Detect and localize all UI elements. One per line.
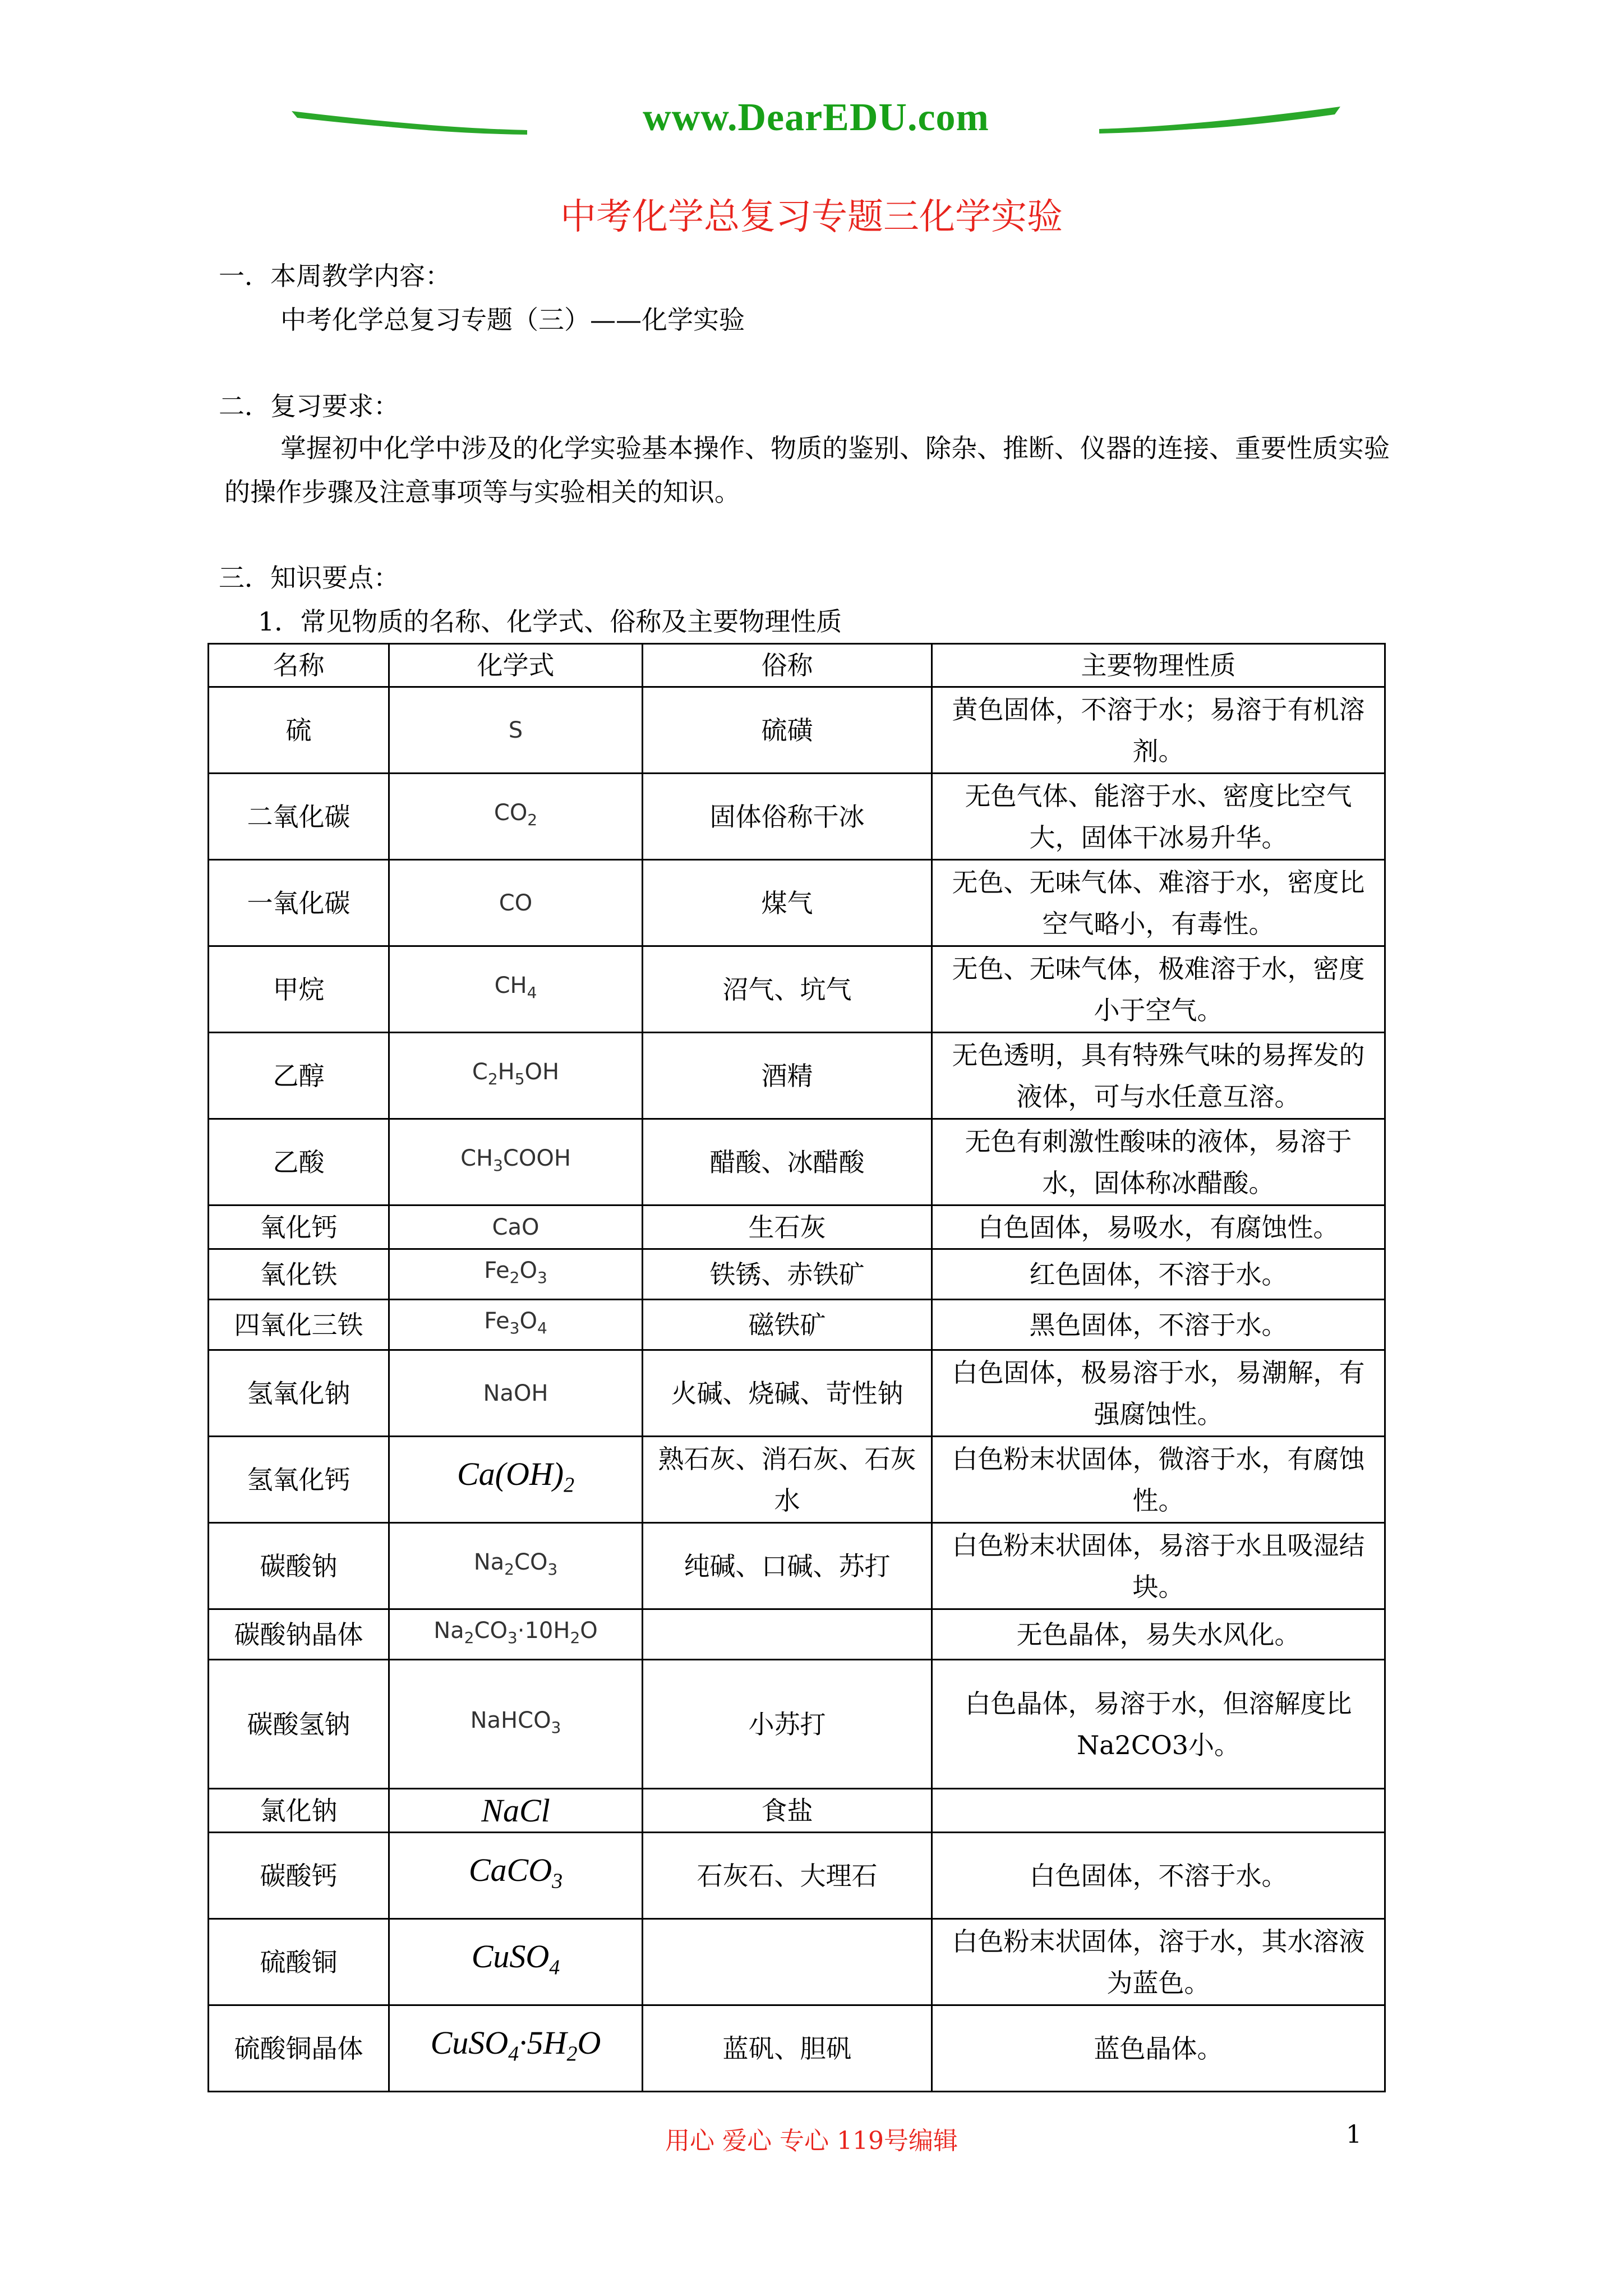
- cell-properties: 黑色固体，不溶于水。: [932, 1300, 1385, 1350]
- cell-alias: 小苏打: [643, 1660, 932, 1789]
- cell-name: 硫: [209, 687, 389, 774]
- cell-properties: 白色粉末状固体，易溶于水且吸湿结块。: [932, 1523, 1385, 1609]
- cell-properties: 白色固体，不溶于水。: [932, 1833, 1385, 1919]
- section-1-heading: 一．本周教学内容：: [219, 261, 451, 291]
- cell-name: 碳酸钙: [209, 1833, 389, 1919]
- cell-properties: [932, 1789, 1385, 1833]
- document-title: 中考化学总复习专题三化学实验: [560, 196, 1063, 238]
- substance-properties-table: [208, 643, 1386, 2092]
- cell-formula: CaO: [389, 1205, 643, 1249]
- cell-properties: 无色、无味气体，极难溶于水，密度小于空气。: [932, 946, 1385, 1033]
- header-formula: 化学式: [389, 644, 643, 687]
- page-number: 1: [1346, 2120, 1362, 2149]
- cell-name: 四氧化三铁: [209, 1300, 389, 1350]
- cell-formula: S: [389, 687, 643, 774]
- cell-formula: $C_2H_5OH$: [389, 1033, 643, 1119]
- cell-name: 碳酸钠晶体: [209, 1609, 389, 1660]
- cell-properties: 白色固体，极易溶于水，易潮解，有强腐蚀性。: [932, 1350, 1385, 1437]
- cell-name: 碳酸氢钠: [209, 1660, 389, 1789]
- table-row: [209, 1033, 1385, 1119]
- cell-alias: 食盐: [643, 1789, 932, 1833]
- table-row: [209, 1249, 1385, 1300]
- table-row: [209, 946, 1385, 1033]
- cell-properties: 无色、无味气体、难溶于水，密度比空气略小，有毒性。: [932, 860, 1385, 946]
- cell-formula: NaCl: [389, 1789, 643, 1833]
- header-alias: 俗称: [643, 644, 932, 687]
- cell-alias: 蓝矾、胆矾: [643, 2005, 932, 2092]
- cell-formula: $Ca(OH)_2$: [389, 1437, 643, 1523]
- cell-formula: $Fe_3O_4$: [389, 1300, 643, 1350]
- cell-name: 一氧化碳: [209, 860, 389, 946]
- cell-alias: 熟石灰、消石灰、石灰水: [643, 1437, 932, 1523]
- table-row: [209, 1119, 1385, 1205]
- cell-properties: 无色晶体，易失水风化。: [932, 1609, 1385, 1660]
- cell-name: 氧化钙: [209, 1205, 389, 1249]
- table-row: [209, 1300, 1385, 1350]
- cell-properties: 白色粉末状固体，溶于水，其水溶液为蓝色。: [932, 1919, 1385, 2005]
- cell-formula: CuSO$_4$: [389, 1919, 643, 2005]
- section-2-body: 掌握初中化学中涉及的化学实验基本操作、物质的鉴别、除杂、推断、仪器的连接、重要性质实验的操作步骤及注意事项等与实验相关的知识。: [224, 433, 1390, 507]
- table-header-row: [209, 644, 1385, 687]
- cell-properties: 蓝色晶体。: [932, 2005, 1385, 2092]
- cell-properties: 白色粉末状固体，微溶于水，有腐蚀性。: [932, 1437, 1385, 1523]
- cell-properties: 无色气体、能溶于水、密度比空气大，固体干冰易升华。: [932, 774, 1385, 860]
- cell-alias: 石灰石、大理石: [643, 1833, 932, 1919]
- cell-name: 氧化铁: [209, 1249, 389, 1300]
- table-row: [209, 1437, 1385, 1523]
- cell-alias: [643, 1609, 932, 1660]
- cell-alias: 固体俗称干冰: [643, 774, 932, 860]
- cell-alias: 沼气、坑气: [643, 946, 932, 1033]
- cell-alias: 磁铁矿: [643, 1300, 932, 1350]
- section-2-heading: 二．复习要求：: [219, 391, 399, 421]
- cell-name: 乙酸: [209, 1119, 389, 1205]
- cell-name: 氢氧化钙: [209, 1437, 389, 1523]
- cell-properties: 白色固体，易吸水，有腐蚀性。: [932, 1205, 1385, 1249]
- cell-formula: $Na_2CO_3\cdot 10H_2O$: [389, 1609, 643, 1660]
- cell-formula: $CuSO_4\cdot 5H_2O$: [389, 2005, 643, 2092]
- table-row: [209, 1789, 1385, 1833]
- cell-properties: 黄色固体，不溶于水；易溶于有机溶剂。: [932, 687, 1385, 774]
- cell-alias: 硫磺: [643, 687, 932, 774]
- cell-properties: 红色固体，不溶于水。: [932, 1249, 1385, 1300]
- cell-alias: 生石灰: [643, 1205, 932, 1249]
- cell-alias: 醋酸、冰醋酸: [643, 1119, 932, 1205]
- table-row: [209, 860, 1385, 946]
- cell-properties: 白色晶体，易溶于水，但溶解度比Na2CO3小。: [932, 1660, 1385, 1789]
- cell-name: 硫酸铜: [209, 1919, 389, 2005]
- table-row: [209, 1523, 1385, 1609]
- section-3-subheading: 1．常见物质的名称、化学式、俗称及主要物理性质: [258, 606, 842, 637]
- site-header-logo: [292, 84, 1340, 157]
- cell-name: 氢氧化钠: [209, 1350, 389, 1437]
- table-row: [209, 774, 1385, 860]
- cell-name: 硫酸铜晶体: [209, 2005, 389, 2092]
- cell-properties: 无色透明，具有特殊气味的易挥发的液体，可与水任意互溶。: [932, 1033, 1385, 1119]
- section-3-heading: 三．知识要点：: [219, 563, 399, 593]
- cell-alias: [643, 1919, 932, 2005]
- header-name: 名称: [209, 644, 389, 687]
- cell-properties: 无色有刺激性酸味的液体，易溶于水，固体称冰醋酸。: [932, 1119, 1385, 1205]
- cell-formula: $CO_2$: [389, 774, 643, 860]
- cell-alias: 酒精: [643, 1033, 932, 1119]
- table-row: [209, 1919, 1385, 2005]
- cell-formula: $Fe_2O_3$: [389, 1249, 643, 1300]
- cell-formula: $CH_4$: [389, 946, 643, 1033]
- cell-name: 碳酸钠: [209, 1523, 389, 1609]
- cell-name: 氯化钠: [209, 1789, 389, 1833]
- table-row: [209, 687, 1385, 774]
- cell-alias: 火碱、烧碱、苛性钠: [643, 1350, 932, 1437]
- table-row: [209, 2005, 1385, 2092]
- section-1-body: 中考化学总复习专题（三）——化学实验: [280, 305, 745, 335]
- cell-name: 甲烷: [209, 946, 389, 1033]
- cell-name: 二氧化碳: [209, 774, 389, 860]
- table-row: [209, 1833, 1385, 1919]
- table-row: [209, 1609, 1385, 1660]
- cell-name: 乙醇: [209, 1033, 389, 1119]
- cell-alias: 煤气: [643, 860, 932, 946]
- cell-alias: 铁锈、赤铁矿: [643, 1249, 932, 1300]
- cell-formula: NaHCO$_3$: [389, 1660, 643, 1789]
- footer-text: 用心 爱心 专心 119号编辑: [665, 2127, 958, 2155]
- cell-formula: CO: [389, 860, 643, 946]
- table-row: [209, 1660, 1385, 1789]
- header-properties: 主要物理性质: [932, 644, 1385, 687]
- cell-formula: NaOH: [389, 1350, 643, 1437]
- cell-formula: $Na_2CO_3$: [389, 1523, 643, 1609]
- cell-formula: CaCO$_3$: [389, 1833, 643, 1919]
- table-row: [209, 1205, 1385, 1249]
- site-name: www.DearEDU.com: [643, 96, 989, 139]
- table-row: [209, 1350, 1385, 1437]
- cell-alias: 纯碱、口碱、苏打: [643, 1523, 932, 1609]
- cell-formula: $CH_3COOH$: [389, 1119, 643, 1205]
